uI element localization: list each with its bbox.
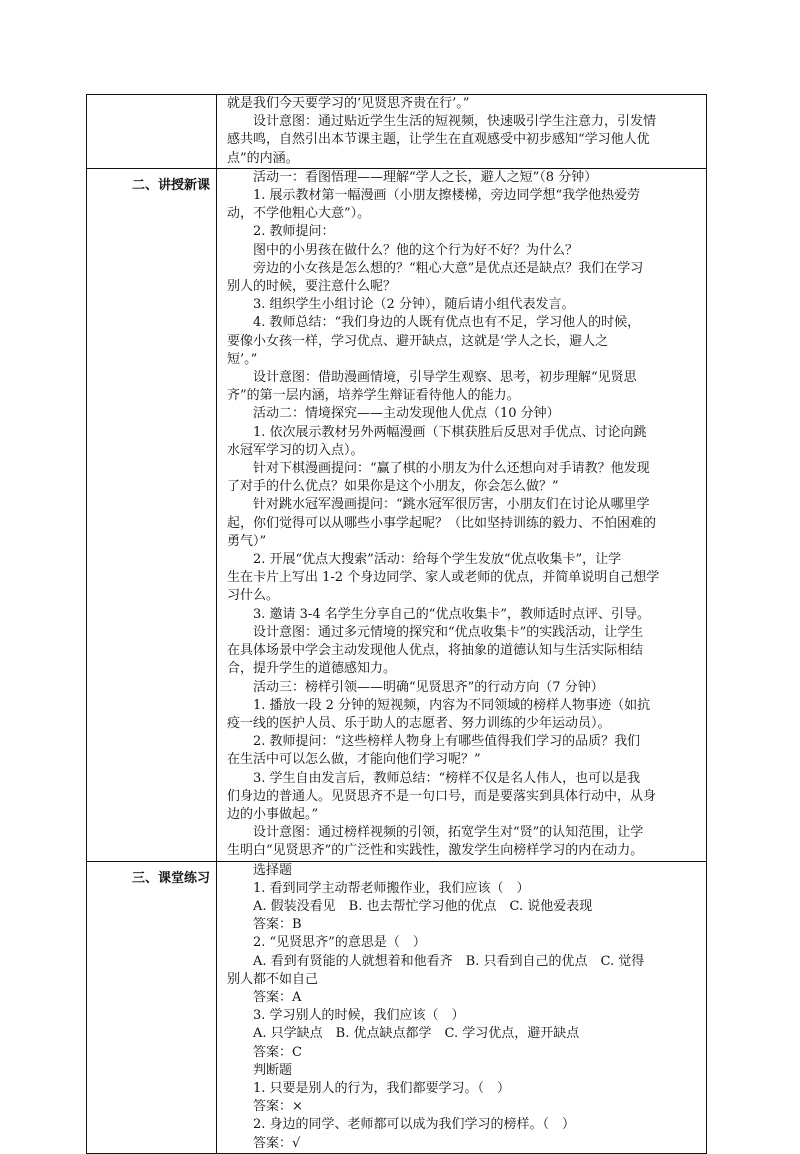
- text-line: 3. 学生自由发言后，教师总结：“榜样不仅是名人伟人，也可以是我: [253, 770, 641, 786]
- text-line: 1. 展示教材第一幅漫画（小朋友擦楼梯，旁边同学想“我学他热爱劳: [253, 188, 641, 204]
- text-line: 2. 身边的同学、老师都可以成为我们学习的榜样。（ ）: [253, 1117, 576, 1133]
- lesson-row: [87, 168, 707, 861]
- text-line: 2. 开展“优点大搜索”活动：给每个学生发放“优点收集卡”，让学: [253, 552, 622, 568]
- text-line: A. 看到有贤能的人就想着和他看齐 B. 只看到自己的优点 C. 觉得: [253, 953, 645, 969]
- text-line: 3. 学习别人的时候，我们应该（ ）: [253, 1008, 465, 1024]
- text-line: A. 只学缺点 B. 优点缺点都学 C. 学习优点，避开缺点: [253, 1026, 580, 1042]
- text-line: 答案：×: [253, 1099, 303, 1115]
- text-line: 短’。”: [227, 351, 258, 367]
- text-line: 活动一：看图悟理——理解“学人之长，避人之短”（8 分钟）: [253, 169, 598, 185]
- text-line: 感共鸣，自然引出本节课主题，让学生在直观感受中初步感知“学习他人优: [227, 132, 650, 148]
- section-label: 三、课堂练习: [87, 861, 217, 1153]
- text-line: 1. 只要是别人的行为，我们都要学习。（ ）: [253, 1080, 511, 1096]
- text-line: 1. 看到同学主动帮老师搬作业，我们应该（ ）: [253, 880, 530, 896]
- text-line: 图中的小男孩在做什么？他的这个行为好不好？为什么？: [253, 242, 579, 258]
- text-line: 答案：√: [253, 1135, 301, 1151]
- text-line: 别人都不如自己: [227, 971, 319, 987]
- text-line: 了对手的什么优点？如果你是这个小朋友，你会怎么做？”: [227, 479, 559, 495]
- text-line: 起，你们觉得可以从哪些小事学起呢？（比如坚持训练的毅力、不怕困难的: [227, 515, 657, 531]
- text-line: 别人的时候，要注意什么呢？: [227, 279, 397, 295]
- lesson-row: [87, 861, 707, 1153]
- text-line: 合，提升学生的道德感知力。: [227, 661, 397, 677]
- text-line: 4. 教师总结：“我们身边的人既有优点也有不足，学习他人的时候，: [253, 315, 641, 331]
- lesson-plan-body: [87, 95, 707, 1154]
- text-line: 选择题: [253, 862, 293, 878]
- text-line: 在生活中可以怎么做，才能向他们学习呢？”: [227, 752, 481, 768]
- text-line: 2. 教师提问：“这些榜样人物身上有哪些值得我们学习的品质？我们: [253, 734, 641, 750]
- text-line: 2. “见贤思齐”的意思是（ ）: [253, 935, 426, 951]
- lesson-plan-table: [86, 94, 707, 1154]
- section-content: [217, 95, 707, 169]
- section-content: [217, 861, 707, 1153]
- text-line: 3. 邀请 3-4 名学生分享自己的“优点收集卡”，教师适时点评、引导。: [253, 606, 651, 622]
- text-line: 旁边的小女孩是怎么想的？“粗心大意”是优点还是缺点？我们在学习: [253, 260, 644, 276]
- text-line: 设计意图：通过多元情境的探究和“优点收集卡”的实践活动，让学生: [253, 624, 644, 640]
- text-line: 要像小女孩一样，学习优点、避开缺点，这就是‘学人之长，避人之: [227, 333, 609, 349]
- text-line: 活动二：情境探究——主动发现他人优点（10 分钟）: [253, 406, 560, 422]
- text-line: 针对跳水冠军漫画提问：“跳水冠军很厉害，小朋友们在讨论从哪里学: [253, 497, 650, 513]
- text-line: 答案：C: [253, 1044, 302, 1060]
- text-line: 勇气）”: [227, 533, 267, 549]
- section-content: [217, 168, 707, 861]
- text-line: 2. 教师提问：: [253, 224, 335, 240]
- text-line: 们身边的普通人。见贤思齐不是一句口号，而是要落实到具体行动中，从身: [227, 788, 657, 804]
- lesson-row: [87, 95, 707, 169]
- text-line: 针对下棋漫画提问：“赢了棋的小朋友为什么还想向对手请教？他发现: [253, 461, 650, 477]
- text-line: 齐”的第一层内涵，培养学生辩证看待他人的能力。: [227, 388, 520, 404]
- text-line: 答案：A: [253, 989, 302, 1005]
- text-line: 生在卡片上写出 1-2 个身边同学、家人或老师的优点，并简单说明自己想学: [227, 570, 660, 586]
- text-line: 就是我们今天要学习的‘见贤思齐贵在行’。”: [227, 96, 470, 111]
- text-line: 疫一线的医护人员、乐于助人的志愿者、努力训练的少年运动员）。: [227, 715, 611, 731]
- text-line: 设计意图：借助漫画情境，引导学生观察、思考，初步理解“见贤思: [253, 370, 637, 386]
- text-line: 活动三：榜样引领——明确“见贤思齐”的行动方向（7 分钟）: [253, 679, 604, 695]
- text-line: 边的小事做起。”: [227, 806, 319, 822]
- text-line: 生明白“见贤思齐”的广泛性和实践性，激发学生向榜样学习的内在动力。: [227, 843, 644, 859]
- text-line: 判断题: [253, 1062, 293, 1078]
- text-line: 设计意图：通过贴近学生生活的短视频，快速吸引学生注意力，引发情: [253, 114, 657, 130]
- section-label: 二、讲授新课: [87, 168, 217, 861]
- text-line: 1. 依次展示教材另外两幅漫画（下棋获胜后反思对手优点、讨论向跳: [253, 424, 647, 440]
- text-line: 习什么。: [227, 588, 280, 604]
- text-line: 水冠军学习的切入点）。: [227, 442, 364, 458]
- section-label: [87, 95, 217, 169]
- text-line: 在具体场景中学会主动发现他人优点，将抽象的道德认知与生活实际相结: [227, 643, 644, 659]
- text-line: 点”的内涵。: [227, 150, 299, 166]
- text-line: 1. 播放一段 2 分钟的短视频，内容为不同领域的榜样人物事迹（如抗: [253, 697, 651, 713]
- text-line: 答案：B: [253, 917, 302, 933]
- text-line: 动，不学他粗心大意”）。: [227, 206, 371, 222]
- text-line: A. 假装没看见 B. 也去帮忙学习他的优点 C. 说他爱表现: [253, 898, 593, 914]
- text-line: 3. 组织学生小组讨论（2 分钟），随后请小组代表发言。: [253, 297, 575, 313]
- text-line: 设计意图：通过榜样视频的引领，拓宽学生对“贤”的认知范围，让学: [253, 825, 644, 841]
